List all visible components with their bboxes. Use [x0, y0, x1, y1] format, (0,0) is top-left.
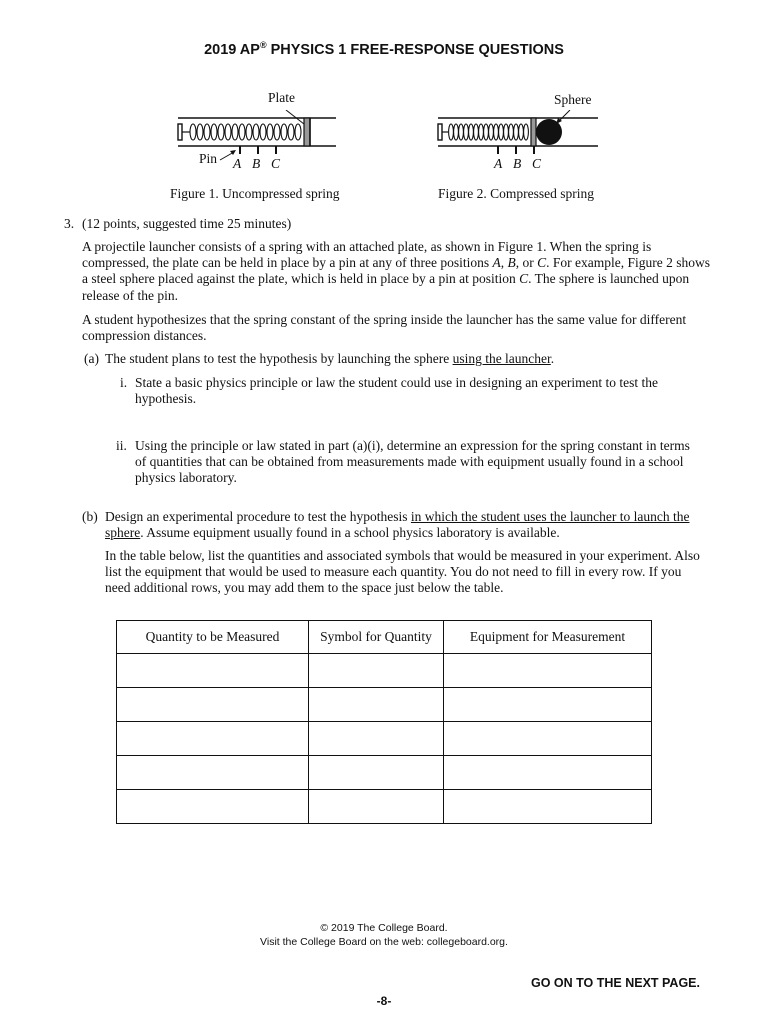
part-b-text-end: . Assume equipment usually found in a school physics laboratory is available.: [140, 525, 560, 541]
intro1-pos-a: A: [492, 255, 501, 271]
registered-mark: ®: [259, 40, 267, 50]
table-cell[interactable]: [309, 688, 444, 722]
table-cell[interactable]: [444, 790, 652, 824]
intro1-pos-b: B: [507, 255, 516, 271]
part-a-ii-label: ii.: [116, 438, 127, 453]
table-cell[interactable]: [117, 688, 309, 722]
fig2-position-a: A: [494, 156, 503, 171]
sphere-label: Sphere: [554, 92, 592, 107]
table-cell[interactable]: [444, 756, 652, 790]
plate-label: Plate: [268, 90, 295, 105]
part-b-label: (b): [82, 509, 98, 524]
figure-2-caption: Figure 2. Compressed spring: [438, 186, 594, 201]
intro1-text-d: . For example, Figure 2 shows a steel sphere placed against the plate, which is held in place by a pin at position: [82, 255, 710, 287]
table-cell[interactable]: [117, 756, 309, 790]
part-a-i-text: State a basic physics principle or law the student could use in designing an experiment to test the hypothesis.: [135, 375, 658, 407]
table-cell[interactable]: [309, 756, 444, 790]
part-a-i-label: i.: [120, 375, 128, 390]
table-row: [117, 722, 652, 756]
header-title-post: PHYSICS 1 FREE-RESPONSE QUESTIONS: [266, 41, 564, 58]
table-row: [117, 790, 652, 824]
part-b-text-main: Design an experimental procedure to test the hypothesis: [105, 509, 411, 524]
measurement-table: [116, 620, 652, 824]
intro1-text-a: A projectile launcher consists of a spring with an attached plate, as shown in Figure 1. When the spring is compressed, the plate can be held in place by a pin at any of three positions: [82, 239, 652, 271]
table-cell[interactable]: [309, 790, 444, 824]
fig2-position-c: C: [532, 156, 542, 171]
part-a-text-end: .: [550, 351, 555, 366]
table-cell[interactable]: [309, 654, 444, 688]
table-row: [117, 654, 652, 688]
header-symbol: Symbol for Quantity: [309, 621, 444, 654]
fig1-position-c: C: [271, 156, 281, 171]
header-equipment: Equipment for Measurement: [444, 621, 652, 654]
part-a-text: [105, 351, 715, 367]
table-cell[interactable]: [309, 722, 444, 756]
page-footer: [0, 922, 768, 949]
intro1-text-e: . The sphere is launched upon release of the pin.: [82, 271, 690, 303]
intro1-pos-c: C: [537, 255, 547, 271]
question-number: 3.: [64, 216, 75, 231]
part-a-ii-text: Using the principle or law stated in part (a)(i), determine an expression for the spring constant in terms of quantities that can be obtained from measurements made with equipment usually found in a school physics laboratory.: [135, 438, 690, 486]
figure-1-caption: Figure 1. Uncompressed spring: [170, 186, 340, 201]
question-points: (12 points, suggested time 25 minutes): [82, 216, 292, 231]
header-title-pre: 2019 AP: [204, 41, 260, 58]
part-a-label: (a): [84, 351, 99, 366]
part-a-underline: using the launcher: [452, 351, 551, 366]
part-b-instructions: In the table below, list the quantities and associated symbols that would be measured in your experiment. Also list the equipment that would be used to measure each quantity. You do not need to fill in every row. If you need additional rows, you may add them to the space just below the table.: [105, 548, 700, 596]
table-cell[interactable]: [117, 722, 309, 756]
table-cell[interactable]: [444, 688, 652, 722]
page-header: [0, 40, 768, 58]
page-number: -8-: [376, 994, 392, 1008]
table-cell[interactable]: [444, 654, 652, 688]
table-cell[interactable]: [444, 722, 652, 756]
part-a-text-main: The student plans to test the hypothesis by launching the sphere: [105, 351, 453, 366]
spring-coils: [190, 124, 301, 140]
table-cell[interactable]: [117, 654, 309, 688]
website-text: Visit the College Board on the web: collegeboard.org.: [260, 935, 508, 948]
table-row: [117, 688, 652, 722]
compressed-spring-coils: [449, 124, 529, 140]
table-cell[interactable]: [117, 790, 309, 824]
pin-label: Pin: [199, 151, 218, 166]
part-b-underline: in which the student uses the launcher to launch the sphere: [105, 509, 690, 541]
intro1-text-b: ,: [500, 255, 508, 271]
fig1-position-b: B: [252, 156, 261, 171]
plate: [304, 118, 310, 146]
intro-paragraph-1: [82, 239, 712, 304]
part-b-text: [105, 509, 705, 541]
fig1-position-a: A: [233, 156, 242, 171]
table-row: [117, 756, 652, 790]
intro-paragraph-2: A student hypothesizes that the spring constant of the spring inside the launcher has the same value for different compression distances.: [82, 312, 687, 344]
intro1-pos-c2: C: [519, 271, 529, 287]
next-page-notice: GO ON TO THE NEXT PAGE.: [530, 976, 700, 990]
intro1-text-c: , or: [515, 255, 538, 271]
figure-2-compressed-spring: [432, 110, 612, 170]
table-header-row: [117, 621, 652, 654]
copyright-text: © 2019 The College Board.: [320, 922, 448, 934]
fig2-position-b: B: [513, 156, 522, 171]
header-quantity: Quantity to be Measured: [117, 621, 309, 654]
